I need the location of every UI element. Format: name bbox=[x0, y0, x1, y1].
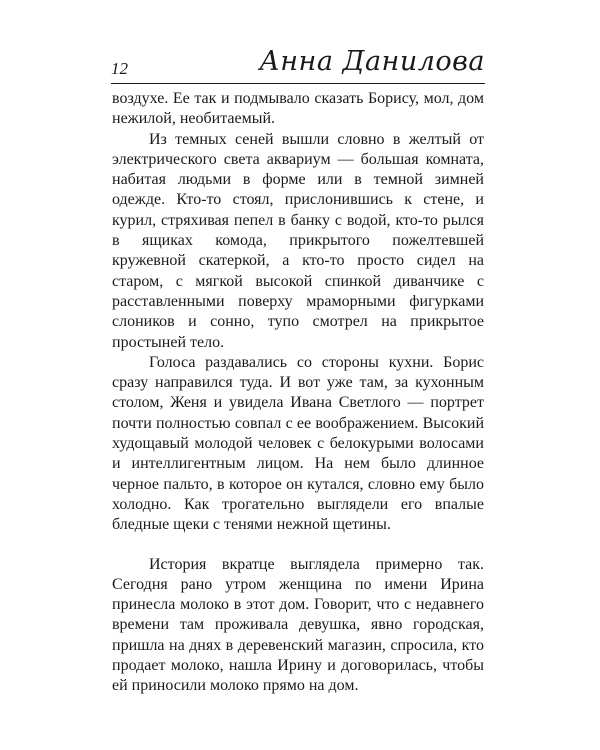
paragraph-aquarium-room: Из темных сеней вышли словно в желтый от электрического света аквариум — большая комната, набитая людьми в форме или в темной зимней одежде. Кто-то стоял, прислонившись к стене, и курил, стряхивая пепел в банку с водой, кто-то рылся в ящиках комода, прикрытого пожелтевшей кружевной скатеркой, а кто-то просто сидел на старом, с мягкой высокой спинкой диванчике с расставленными поверху мраморными фигурками слоников и сонно, тупо смотрел на прикрытое простыней тело. bbox=[112, 130, 484, 351]
author-name: Анна Данилова bbox=[259, 46, 485, 77]
body-text bbox=[112, 89, 484, 697]
page-number: 12 bbox=[111, 59, 128, 78]
paragraph-kitchen: Голоса раздавались со стороны кухни. Борис сразу направился туда. И вот уже там, за кухонным столом, Женя и увидела Ивана Светлого — портрет почти полностью совпал с ее воображением. Высокий худощавый молодой человек с белокурыми волосами и интеллигентным лицом. На нем было длинное черное пальто, в которое он кутался, словно ему было холодно. Как трогательно выглядели его впалые бледные щеки с тенями нежной щетины. bbox=[112, 353, 484, 534]
paragraph-continued: воздухе. Ее так и подмывало сказать Борису, мол, дом нежилой, необитаемый. bbox=[112, 90, 484, 128]
header-rule bbox=[111, 83, 485, 84]
paragraph-story-summary: История вкратце выглядела примерно так. Сегодня рано утром женщина по имени Ирина принесла молоко в этот дом. Говорит, что с недавнего времени там проживала девушка, явно городская, пришла на днях в деревенский магазин, спросила, кто продает молоко, нашла Ирину и договорилась, чтобы ей приносили молоко прямо на дом. bbox=[112, 555, 484, 695]
